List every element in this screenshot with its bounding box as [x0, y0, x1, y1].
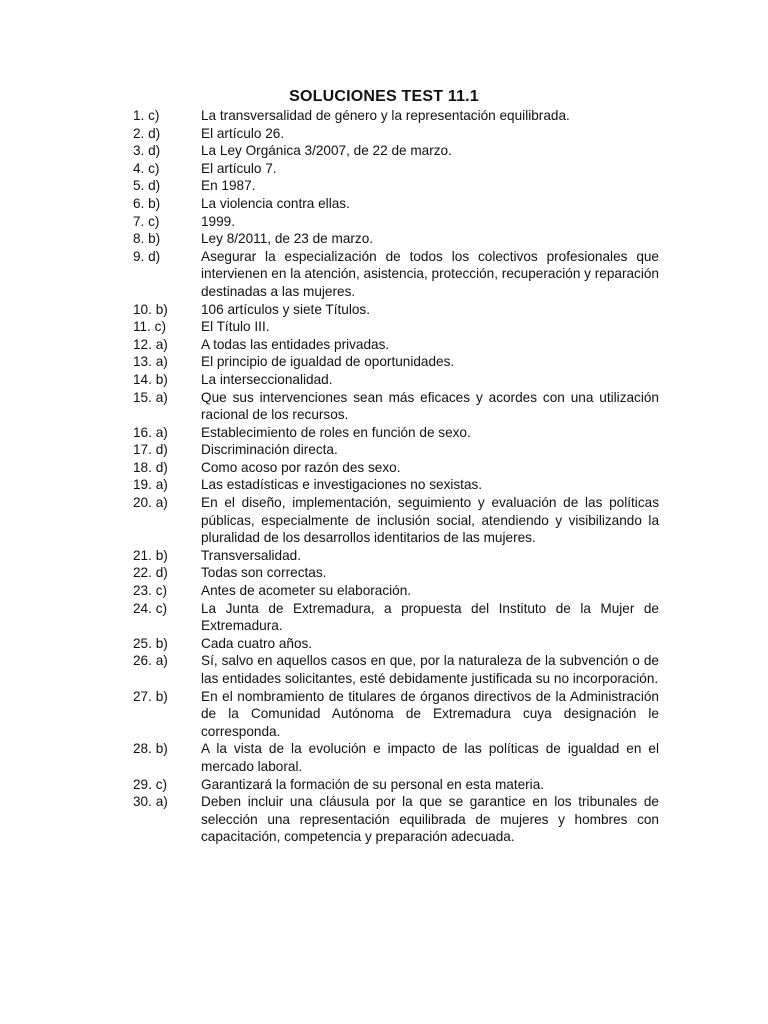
answer-number [133, 600, 201, 618]
answer-option: d) [148, 248, 161, 264]
answer-number [133, 213, 201, 231]
answer-number [133, 564, 201, 582]
answer-text: La violencia contra ellas. [201, 195, 350, 211]
answer-text: Antes de acometer su elaboración. [201, 583, 412, 599]
answer-number [133, 441, 201, 459]
question-number: 11. [133, 319, 151, 335]
answer-text: La Ley Orgánica 3/2007, de 22 de marzo. [201, 143, 452, 159]
answer-item [133, 301, 659, 319]
answer-number [133, 336, 201, 354]
answer-number [133, 248, 201, 266]
answer-option: b) [155, 635, 168, 651]
answer-number [133, 318, 201, 336]
answer-text: Sí, salvo en aquellos casos en que, por la naturaleza de la subvención o de las entidades solicitantes, esté debidamente justificada su no incorporación. [201, 653, 659, 686]
answer-text: 106 artículos y siete Títulos. [201, 301, 370, 317]
answer-option: b) [155, 741, 168, 757]
answer-item [133, 635, 659, 653]
answer-option: c) [155, 600, 168, 616]
answer-number [133, 776, 201, 794]
answer-option: a) [155, 354, 168, 370]
answer-item [133, 793, 659, 846]
answer-item [133, 740, 659, 775]
question-number: 28. [133, 741, 152, 757]
answer-option: b) [155, 371, 168, 387]
question-number: 4. [133, 160, 145, 176]
answer-text: La interseccionalidad. [201, 371, 333, 387]
answer-option: d) [155, 442, 168, 458]
answer-number [133, 652, 201, 670]
answer-number [133, 230, 201, 248]
answer-number [133, 353, 201, 371]
question-number: 26. [133, 653, 152, 669]
answer-text: El artículo 7. [201, 160, 277, 176]
answer-number [133, 177, 201, 195]
answer-text: Todas son correctas. [201, 565, 327, 581]
answer-number [133, 389, 201, 407]
answer-option: d) [148, 178, 161, 194]
answer-text: 1999. [201, 213, 236, 229]
answer-option: d) [155, 459, 168, 475]
answer-item [133, 776, 659, 794]
answer-text: En el nombramiento de titulares de órganos directivos de la Administración de la Comunidad Autónoma de Extremadura cuya designación le corresponda. [201, 688, 659, 739]
answer-text: En 1987. [201, 178, 256, 194]
answer-number [133, 424, 201, 442]
answer-item [133, 160, 659, 178]
answer-item [133, 652, 659, 687]
answer-option: b) [148, 231, 161, 247]
answer-number [133, 160, 201, 178]
question-number: 18. [133, 459, 152, 475]
question-number: 17. [133, 442, 152, 458]
answer-item [133, 213, 659, 231]
question-number: 2. [133, 125, 145, 141]
question-number: 30. [133, 794, 152, 810]
answer-option: b) [155, 547, 168, 563]
question-number: 12. [133, 336, 152, 352]
answer-option: a) [155, 477, 168, 493]
answer-item [133, 125, 659, 143]
answer-text: Como acoso por razón des sexo. [201, 459, 401, 475]
question-number: 10. [133, 301, 152, 317]
answer-option: b) [155, 301, 168, 317]
answer-option: d) [148, 143, 161, 159]
answer-item [133, 476, 659, 494]
answer-number [133, 547, 201, 565]
answer-text: La transversalidad de género y la representación equilibrada. [201, 108, 570, 123]
answer-text: A todas las entidades privadas. [201, 336, 390, 352]
answer-text: Las estadísticas e investigaciones no sexistas. [201, 477, 483, 493]
answer-option: a) [155, 424, 168, 440]
answer-item [133, 248, 659, 301]
answer-option: a) [155, 495, 168, 511]
question-number: 15. [133, 389, 152, 405]
answer-number [133, 688, 201, 706]
answer-text: Garantizará la formación de su personal en esta materia. [201, 776, 545, 792]
answer-option: d) [155, 565, 168, 581]
answer-text: El Título III. [201, 319, 270, 335]
answer-option: a) [155, 653, 168, 669]
answer-text: La Junta de Extremadura, a propuesta del Instituto de la Mujer de Extremadura. [201, 600, 659, 634]
answer-option: a) [155, 336, 168, 352]
answer-text: Ley 8/2011, de 23 de marzo. [201, 231, 374, 247]
answer-text: Discriminación directa. [201, 442, 338, 458]
answer-option: a) [155, 389, 168, 405]
answer-item [133, 459, 659, 477]
answer-item [133, 195, 659, 213]
answer-number [133, 494, 201, 512]
answer-option: b) [155, 688, 168, 704]
answer-item [133, 142, 659, 160]
answer-item [133, 582, 659, 600]
question-number: 16. [133, 424, 152, 440]
answer-text: En el diseño, implementación, seguimiento y evaluación de las políticas públicas, especialmente de inclusión social, atendiendo y visibilizando la pluralidad de los desarrollos identitarios de las mujeres. [201, 495, 659, 546]
answer-item [133, 230, 659, 248]
question-number: 1. [133, 108, 145, 123]
answer-option: b) [148, 195, 161, 211]
answer-number [133, 142, 201, 160]
answer-number [133, 459, 201, 477]
answer-number [133, 740, 201, 758]
question-number: 14. [133, 371, 152, 387]
answer-number [133, 301, 201, 319]
answer-item [133, 371, 659, 389]
answer-item [133, 107, 659, 125]
question-number: 7. [133, 213, 145, 229]
answer-text: El principio de igualdad de oportunidades. [201, 354, 455, 370]
answer-item [133, 424, 659, 442]
answer-text: Establecimiento de roles en función de sexo. [201, 424, 471, 440]
answer-item [133, 336, 659, 354]
answer-option: c) [148, 108, 160, 123]
answer-item [133, 389, 659, 424]
question-number: 23. [133, 583, 152, 599]
answer-option: c) [148, 160, 160, 176]
question-number: 3. [133, 143, 145, 159]
question-number: 19. [133, 477, 152, 493]
answer-option: d) [148, 125, 161, 141]
answer-option: a) [155, 794, 168, 810]
question-number: 5. [133, 178, 145, 194]
question-number: 24. [133, 600, 152, 616]
question-number: 9. [133, 248, 145, 264]
answer-option: c) [154, 319, 166, 335]
page-title: SOLUCIONES TEST 11.1 [289, 88, 479, 105]
answer-number [133, 107, 201, 125]
question-number: 21. [133, 547, 152, 563]
answer-item [133, 547, 659, 565]
question-number: 27. [133, 688, 152, 704]
question-number: 20. [133, 495, 152, 511]
answer-item [133, 688, 659, 741]
question-number: 13. [133, 354, 152, 370]
answer-text: A la vista de la evolución e impacto de las políticas de igualdad en el mercado laboral. [201, 741, 659, 774]
answer-item [133, 564, 659, 582]
question-number: 6. [133, 195, 145, 211]
answer-text: Cada cuatro años. [201, 635, 313, 651]
answer-text: Asegurar la especialización de todos los colectivos profesionales que intervienen en la atención, asistencia, protección, recuperación y reparación destinadas a las mujeres. [201, 248, 659, 299]
answer-text: El artículo 26. [201, 125, 285, 141]
question-number: 8. [133, 231, 145, 247]
answer-option: c) [155, 583, 168, 599]
answer-number [133, 635, 201, 653]
answer-item [133, 318, 659, 336]
answer-option: c) [155, 776, 168, 792]
answer-list [133, 107, 659, 846]
answer-number [133, 125, 201, 143]
answer-number [133, 371, 201, 389]
answer-item [133, 600, 659, 635]
question-number: 22. [133, 565, 152, 581]
answer-number [133, 793, 201, 811]
answer-item [133, 494, 659, 547]
answer-text: Transversalidad. [201, 547, 301, 563]
question-number: 29. [133, 776, 152, 792]
answer-number [133, 476, 201, 494]
answer-text: Que sus intervenciones sean más eficaces y acordes con una utilización racional de los recursos. [201, 389, 659, 423]
answer-item [133, 177, 659, 195]
answer-option: c) [148, 213, 160, 229]
answer-text: Deben incluir una cláusula por la que se garantice en los tribunales de selección una representación equilibrada de mujeres y hombres con capacitación, competencia y preparación adecuada. [201, 794, 659, 845]
answer-item [133, 441, 659, 459]
question-number: 25. [133, 635, 152, 651]
answer-number [133, 195, 201, 213]
answer-item [133, 353, 659, 371]
answer-number [133, 582, 201, 600]
